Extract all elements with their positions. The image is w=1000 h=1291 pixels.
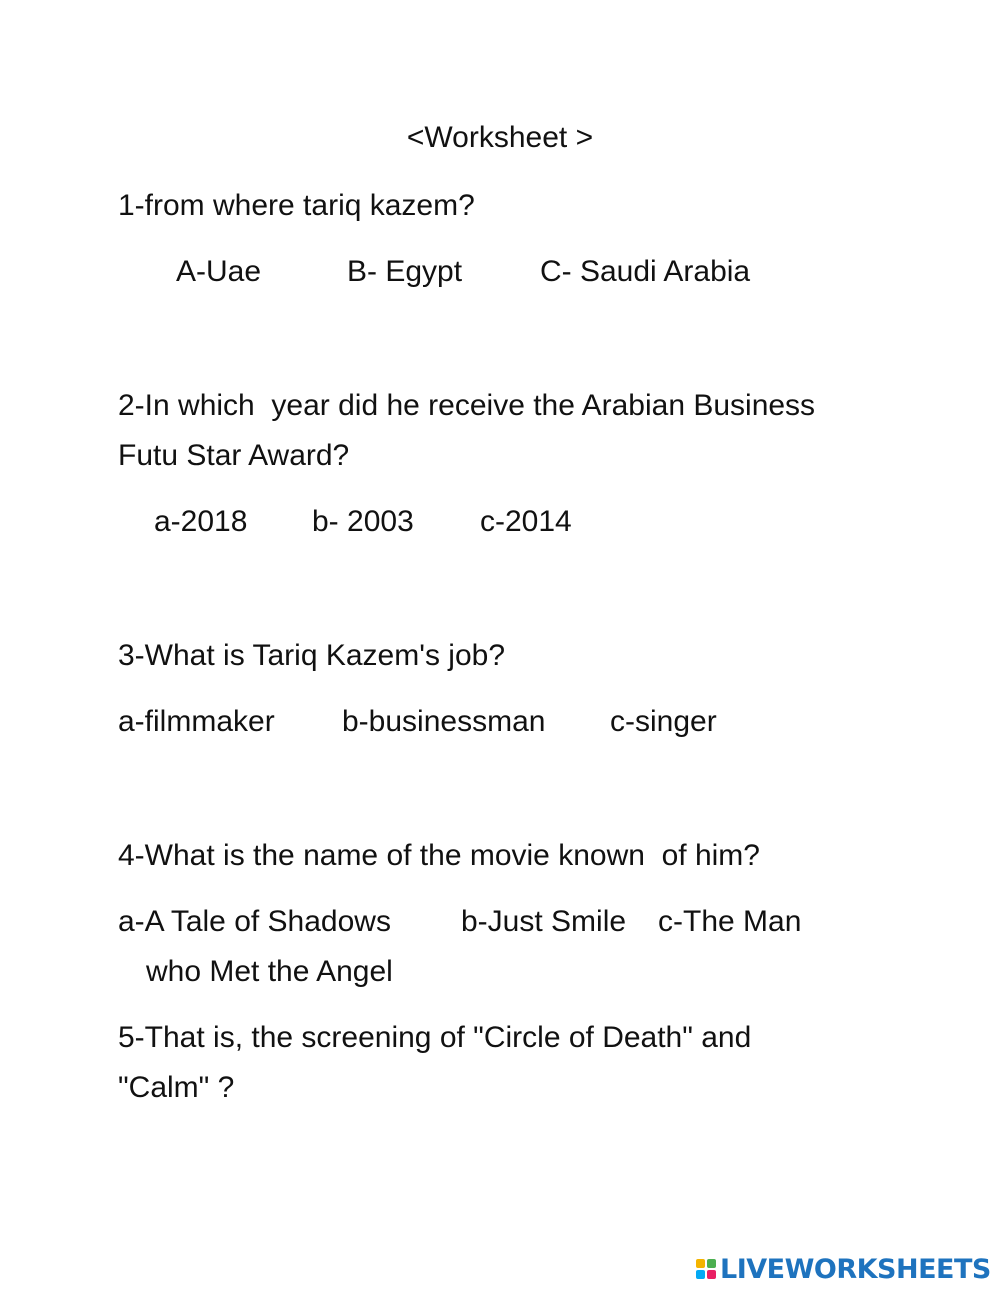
logo-text: LIVEWORKSHEETS — [720, 1253, 991, 1285]
question-3-option-b: b-businessman — [342, 705, 546, 738]
question-3-option-a: a-filmmaker — [118, 705, 275, 738]
question-5-text-line2: "Calm" ? — [118, 1071, 235, 1104]
question-1-option-a: A-Uae — [176, 255, 262, 288]
question-2-option-a: a-2018 — [154, 505, 248, 538]
question-1-text: 1-from where tariq kazem? — [118, 189, 475, 222]
question-2-text-line1: 2-In which year did he receive the Arabian Business — [118, 389, 816, 422]
question-1-option-b: B- Egypt — [347, 255, 463, 288]
question-4-option-c: c-The Man — [658, 905, 802, 938]
worksheet-title: <Worksheet > — [406, 121, 594, 154]
question-5-text-line1: 5-That is, the screening of "Circle of Death" and — [118, 1021, 752, 1054]
question-3-text: 3-What is Tariq Kazem's job? — [118, 639, 505, 672]
question-4-option-b: b-Just Smile — [461, 905, 627, 938]
question-3-option-c: c-singer — [610, 705, 717, 738]
logo-square-icon — [696, 1259, 705, 1268]
logo-square-icon — [707, 1270, 716, 1279]
question-2-option-b: b- 2003 — [312, 505, 414, 538]
question-4-option-a: a-A Tale of Shadows — [118, 905, 391, 938]
liveworksheets-logo — [696, 1252, 991, 1286]
logo-square-icon — [707, 1259, 716, 1268]
question-4-option-c-continued: who Met the Angel — [146, 955, 393, 988]
question-4-text: 4-What is the name of the movie known of him? — [118, 839, 760, 872]
logo-square-icon — [696, 1270, 705, 1279]
logo-mark-icon — [696, 1259, 716, 1279]
question-1-option-c: C- Saudi Arabia — [540, 255, 751, 288]
question-2-text-line2: Futu Star Award? — [118, 439, 350, 472]
question-2-option-c: c-2014 — [480, 505, 572, 538]
